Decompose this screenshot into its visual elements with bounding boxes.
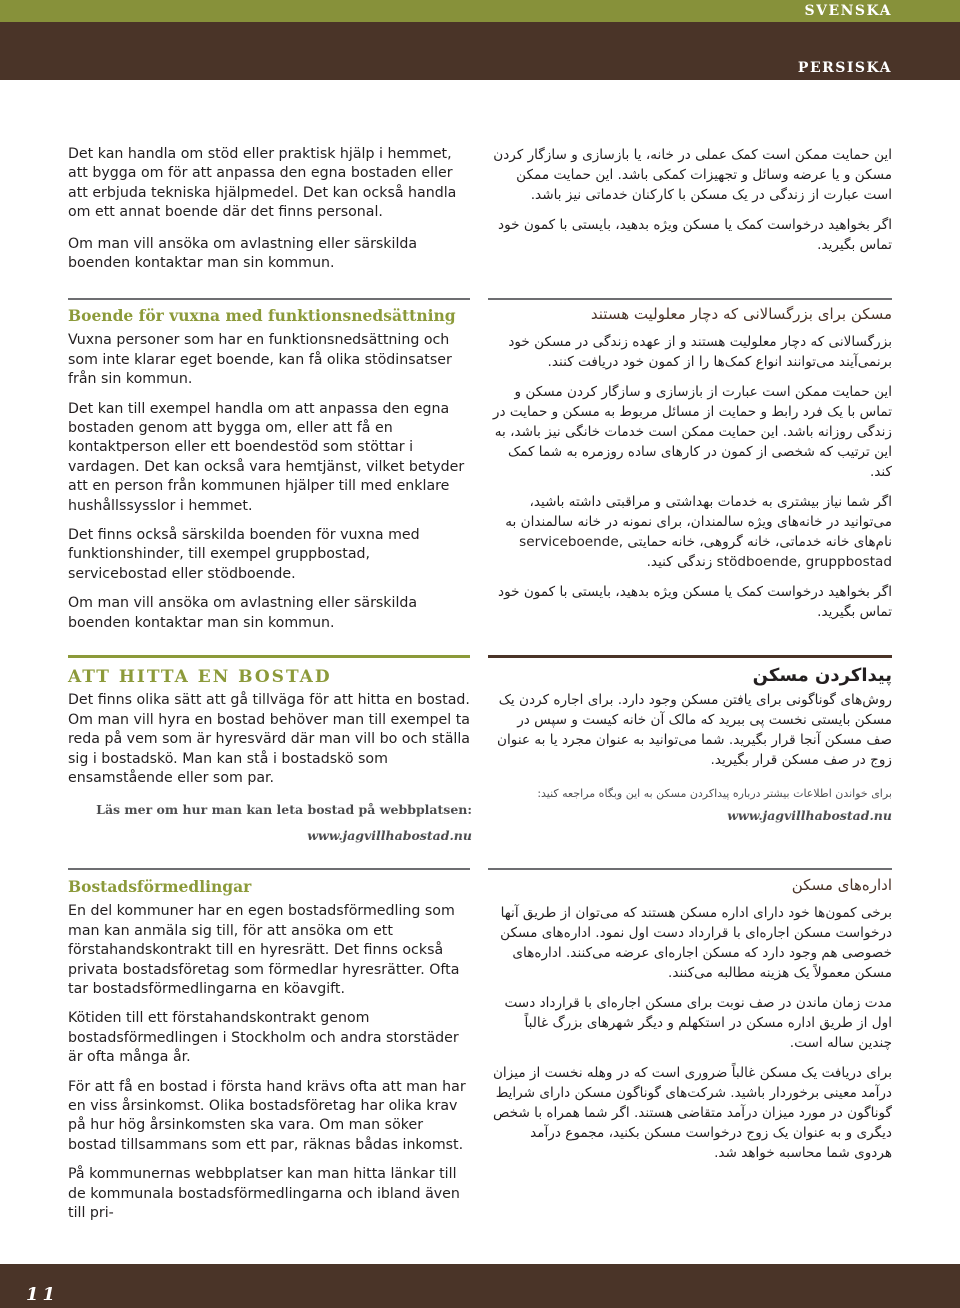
section-divider: [488, 868, 892, 870]
sv-section-heading: Boende för vuxna med funktionsnedsättning: [68, 306, 456, 325]
fa-intro-paragraph: این حمایت ممکن است کمک عملی در خانه، یا بازسازی و سازگار کردن مسکن و یا عرضه وسائل و تجهیزات کمکی باشد. این حمایت ممکن است عبارت از زندگی در یک مسکن با کارکنان خدماتی نیز باشد.: [493, 147, 892, 203]
section-divider: [68, 655, 470, 658]
fa-paragraph: این حمایت ممکن است عبارت از بازسازی و سازگار کردن مسکن و تماس با یک فرد رابط و حمایت از مسائل مربوط به مسکن و حمایت در زندگی روزانه باشد. این حمایت ممکن است خدمات خانگی نیز باشد، به این ترتیب که شخصی از کمون در کارهای ساده روزمره به شما کمک کند.: [492, 384, 892, 480]
website-link[interactable]: www.jagvillhabostad.nu: [307, 827, 472, 843]
sv-section-heading: ATT HITTA EN BOSTAD: [68, 667, 332, 687]
fa-paragraph: برای دریافت یک مسکن غالباً ضروری است که در وهله نخست از میزان درآمد معینی برخوردار باشید. شرکت‌های گوناگون مسکن دارای شرایط گوناگون در مورد میزان درآمد متقاضی هستند. اگر شما همراه با شخص دیگری و به عنوان یک زوج درخواست مسکن بکنید، مجموع درآمد هردوی شما محاسبه خواهد شد.: [492, 1065, 892, 1161]
sv-paragraph: Det kan till exempel handla om att anpassa den egna bostaden genom att bygga om, eller att få en kontaktperson eller ett boendestöd som stöttar i vardagen. Det kan också vara hemtjänst, vilket betyder att en person från kommunen hjälper till med enklare hushållssysslor i hemmet.: [68, 400, 465, 514]
sv-paragraph: Det finns också särskilda boenden för vuxna med funktionshinder, till exempel gruppbostad, servicebostad eller stödboende.: [68, 527, 420, 582]
sv-agency-section: [68, 877, 472, 1224]
fa-paragraph: اگر شما نیاز بیشتری به خدمات بهداشتی و مراقبتی داشته باشید، می‌توانید در خانه‌های ویژه سالمندان، برای نمونه در خانه سالمندان به نام‌های خانه خدماتی، خانه گروهی، خانه حمایتی serviceboende, stödboende, gruppbostad زندگی کنید.: [505, 494, 892, 570]
section-divider: [68, 298, 470, 300]
fa-paragraph: روش‌های گوناگونی برای یافتن مسکن وجود دارد. برای اجاره کردن یک مسکن بایستی نخست پی ببرید که مالک آن خانه کیست و سپس در صف مسکن آنجا قرار بگیرید. شما می‌توانید به عنوان مجرد یا به عنوان زوج در صف مسکن قرار بگیرید.: [497, 692, 892, 768]
language-label-persian: PERSISKA: [797, 60, 892, 76]
sv-adults-section: [68, 306, 472, 633]
sv-paragraph: För att få en bostad i första hand krävs ofta att man har en viss årsinkomst. Olika bostadsföretag har olika krav på hur hög årsinkomsten ska vara. Om man söker bostad tillsammans som ett par, räknas bådas inkomst.: [68, 1078, 466, 1153]
sv-intro: [68, 145, 472, 273]
sv-paragraph: Det finns olika sätt att gå tillväga för att hitta en bostad. Om man vill hyra en bostad behöver man till exempel ta reda på vem som är hyresvärd där man vill bo och ställa sig i bostadskö. Man kan stå i bostadskö som ensamstående eller som par.: [68, 692, 470, 787]
fa-paragraph: بزرگسالانی که دچار معلولیت هستند و از عهده زندگی در مسکن خود برنمی‌آیند می‌توانند انواع کمک‌ها را از کمون خود دریافت کنند.: [508, 334, 892, 370]
fa-section-heading: مسکن برای بزرگسالانی که دچار معلولیت هستند: [590, 305, 892, 323]
fa-find-section: [488, 666, 892, 826]
sv-section-heading: Bostadsförmedlingar: [68, 877, 252, 896]
fa-section-heading: اداره‌های مسکن: [791, 876, 892, 894]
fa-agency-section: [488, 875, 892, 1163]
fa-adults-section: [488, 304, 892, 622]
fa-section-heading: پیداکردن مسکن: [752, 665, 892, 686]
section-divider: [68, 868, 470, 870]
language-label-swedish: SVENSKA: [804, 3, 892, 19]
footer-bar: [0, 1264, 960, 1308]
fa-paragraph: مدت زمان ماندن در صف نوبت برای مسکن اجاره‌ای با قرارداد دست اول از طریق اداره مسکن در استکهلم و دیگر شهرهای بزرگ غالباً چندین ساله است.: [504, 995, 892, 1051]
fa-intro-paragraph: اگر بخواهید درخواست کمک یا مسکن ویژه بدهید، بایستی با کمون خود تماس بگیرید.: [498, 217, 892, 253]
read-more-label: Läs mer om hur man kan leta bostad på webbplatsen:: [96, 802, 472, 818]
website-link[interactable]: www.jagvillhabostad.nu: [727, 808, 892, 823]
sv-paragraph: Kötiden till ett förstahandskontrakt genom bostadsförmedlingen i Stockholm och andra storstäder är ofta många år.: [68, 1010, 459, 1066]
sv-paragraph: Om man vill ansöka om avlastning eller särskilda boenden kontaktar man sin kommun.: [68, 595, 418, 631]
fa-paragraph: اگر بخواهید درخواست کمک یا مسکن ویژه بدهید، بایستی با کمون خود تماس بگیرید.: [498, 584, 892, 620]
sv-find-section: [68, 668, 472, 845]
page-number: 11: [26, 1284, 60, 1305]
section-divider: [488, 298, 892, 300]
section-divider: [488, 655, 892, 658]
sv-intro-paragraph: Om man vill ansöka om avlastning eller särskilda boenden kontaktar man sin kommun.: [68, 235, 418, 272]
sv-paragraph: På kommunernas webbplatser kan man hitta länkar till de kommunala bostadsförmedlingarna och ibland även till pri-: [68, 1166, 460, 1222]
fa-paragraph: برخی کمون‌ها خود دارای اداره مسکن هستند که می‌توان از طریق آنها درخواست مسکن اجاره‌ای با قرارداد دست اول نمود. اداره‌های مسکن خصوصی هم وجود دارد که مسکن اجاره‌ای عرضه می‌کنند. اداره‌های مسکن معمولاً یک هزینه مطالبه می‌کنند.: [500, 905, 892, 981]
sv-intro-paragraph: Det kan handla om stöd eller praktisk hjälp i hemmet, att bygga om för att anpassa den egna bostaden eller att erbjuda tekniska hjälpmedel. Det kan också handla om ett annat boende där det finns personal.: [68, 146, 457, 221]
sv-paragraph: Vuxna personer som har en funktionsnedsättning och som inte klarar eget boende, kan få olika stödinsatser från sin kommun.: [68, 332, 452, 388]
fa-intro: [488, 145, 892, 255]
read-more-label: برای خواندن اطلاعات بیشتر درباره پیداکردن مسکن به این وبگاه مراجعه کنید:: [537, 787, 892, 800]
sv-paragraph: En del kommuner har en egen bostadsförmedling som man kan anmäla sig till, för att ansöka om ett förstahandskontrakt till en hyresrätt. Det finns också privata bostadsföretag som förmedlar hyresrätter. Ofta tar bostadsförmedlingarna en köavgift.: [68, 903, 460, 998]
